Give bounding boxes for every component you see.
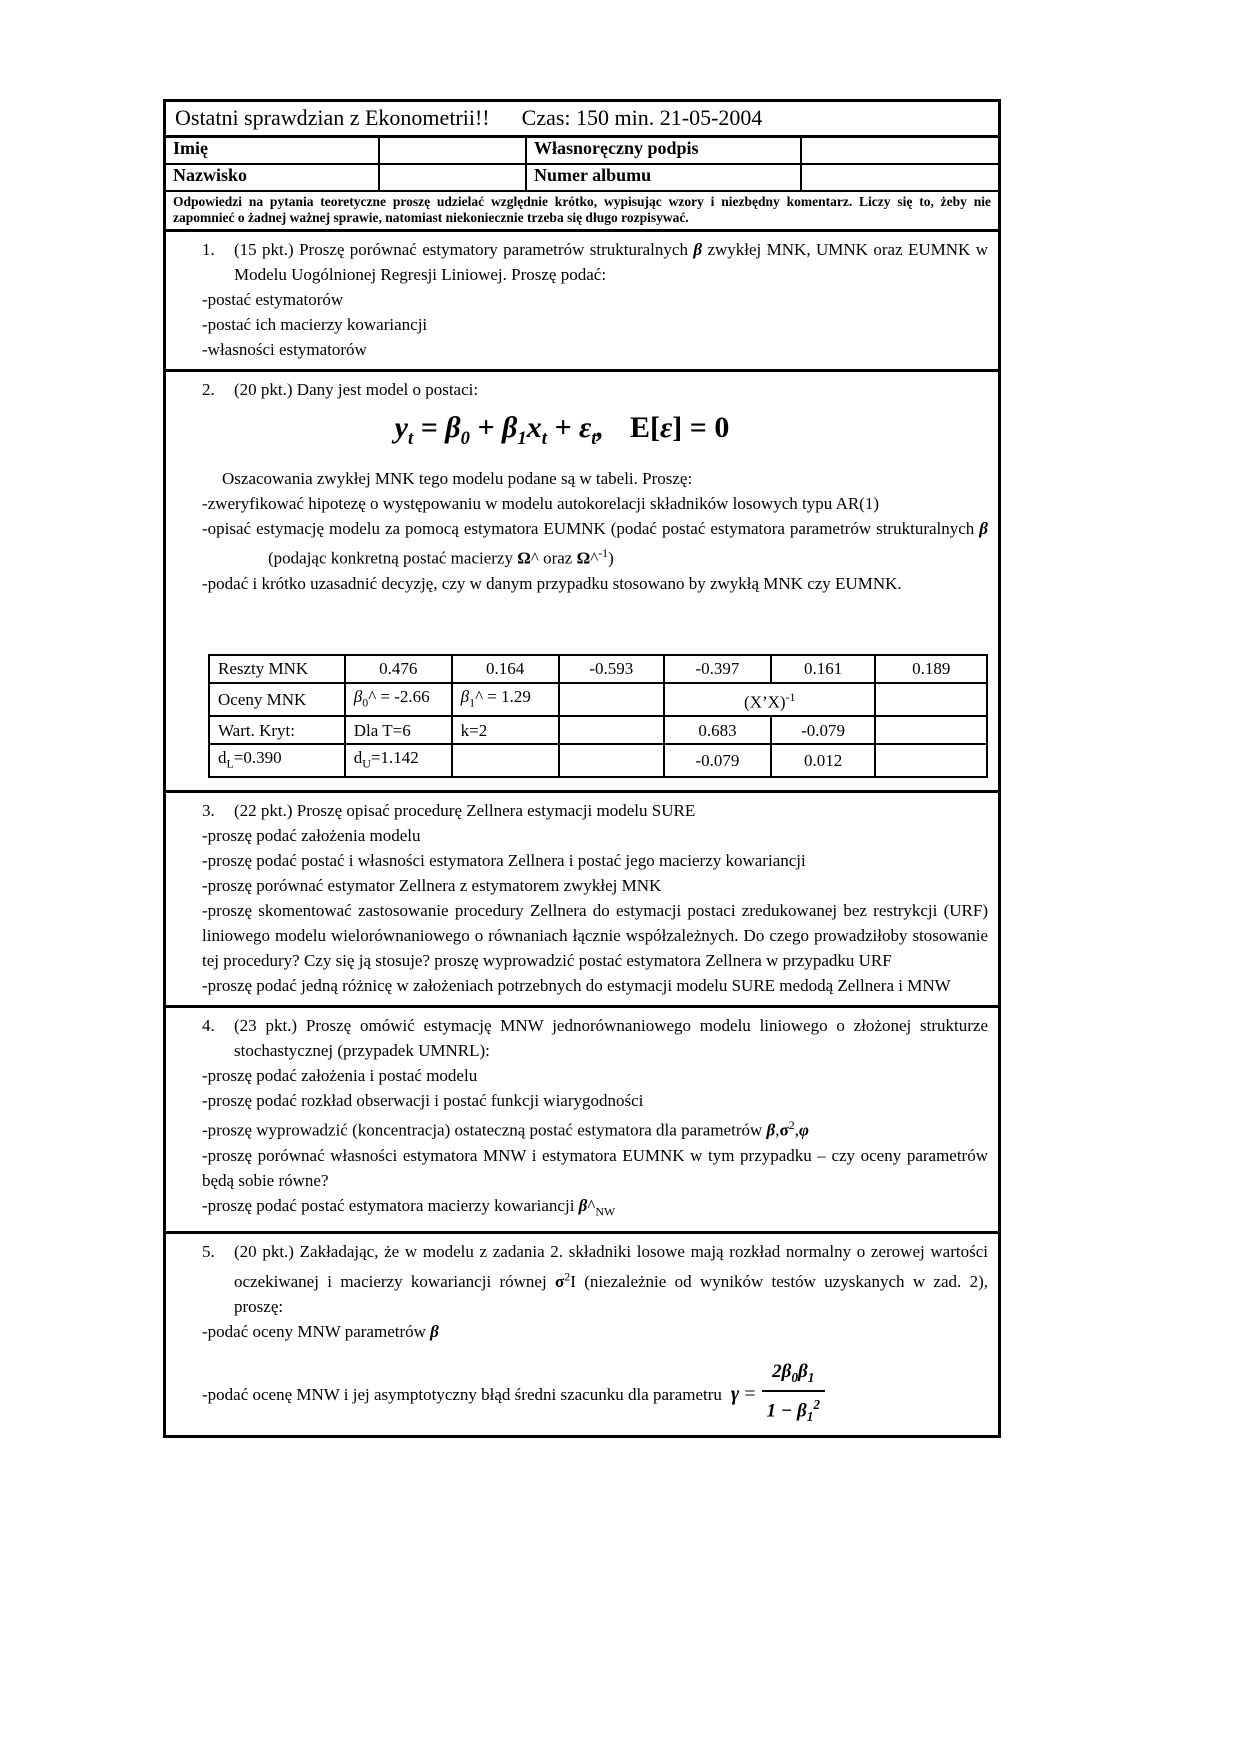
question-5-bullet: -podać oceny MNW parametrów β [202, 1322, 439, 1342]
question-3-bullet: -proszę podać postać i własności estymatora Zellnera i postać jego macierzy kowariancji [202, 851, 806, 871]
question-1-bullet: -własności estymatorów [202, 340, 367, 359]
question-1-head [176, 237, 988, 287]
table-cell-empty [559, 683, 665, 716]
fraction-numerator: $2\beta_0\beta_1$ [762, 1360, 826, 1392]
gamma-line [176, 1360, 988, 1428]
question-2 [166, 372, 998, 793]
question-4-text: (23 pkt.) Proszę omówić estymację MNW jednorównaniowego modelu liniowego o złożonej strukturze stochastycznej (przypadek UMNRL): [234, 1016, 988, 1061]
question-2-paragraph: Oszacowania zwykłej MNK tego modelu podane są w tabeli. Proszę: [222, 469, 693, 488]
header-row-surname [166, 165, 998, 192]
exam-title [166, 102, 998, 138]
question-3-bullet: -proszę porównać estymator Zellnera z estymatorem zwykłej MNK [202, 876, 662, 896]
question-4-bullet: -proszę porównać własności estymatora MNW i estymatora EUMNK w tym przypadku – czy oceny parametrów będą sobie równe? [202, 1146, 988, 1191]
table-cell: Dla T=6 [345, 716, 452, 744]
table-cell: 0.161 [771, 655, 876, 683]
question-4-bullet: -proszę podać postać estymatora macierzy kowariancji $\beta\^{}_{NW}$ [202, 1196, 616, 1219]
model-equation: $y_t = \beta_0 + \beta_1x_t + \varepsilon_t$, [394, 411, 604, 449]
table-cell: (X’X)$^{-1}$ [664, 683, 875, 716]
table-cell: $\beta_0\^{} = -2.66$ [345, 683, 452, 716]
question-3-bullet: -proszę podać założenia modelu [202, 826, 421, 846]
question-4-head [176, 1013, 988, 1063]
question-1-text: (15 pkt.) Proszę porównać estymatory parametrów strukturalnych β zwykłej MNK, UMNK oraz EUMNK w Modelu Uogólnionej Regresji Liniowej. Proszę podać: [234, 240, 988, 284]
question-2-head [176, 377, 988, 402]
question-1-bullet: -postać ich macierzy kowariancji [202, 315, 428, 334]
table-row-oceny [209, 683, 987, 716]
question-1 [166, 232, 998, 372]
fraction-denominator: $1 - \beta_1^2$ [766, 1396, 821, 1425]
table-cell: $d_U=1.142$ [345, 744, 452, 777]
field-value-album [800, 165, 998, 190]
field-value-nazwisko [378, 165, 525, 190]
question-3-head [176, 798, 988, 823]
table-cell-empty [559, 744, 665, 777]
model-formula [176, 411, 948, 456]
table-row-wart-kryt [209, 716, 987, 744]
question-3 [166, 793, 998, 1008]
question-4-bullet: -proszę wyprowadzić (koncentracja) ostateczną postać estymatora dla parametrów $\beta,\sigma^2,\varphi$ [202, 1118, 809, 1141]
table-cell-empty [559, 716, 665, 744]
gamma-fraction [762, 1360, 826, 1428]
instructions-text: Odpowiedzi na pytania teoretyczne proszę udzielać względnie krótko, wypisując wzory i niezbędny komentarz. Liczy się to, żeby nie zapomnieć o żadnej ważnej sprawie, natomiast niekoniecznie trzeba się długo rozpisywać. [166, 192, 998, 232]
table-cell: 0.476 [345, 655, 452, 683]
question-2-bullet: -zweryfikować hipotezę o występowaniu w modelu autokorelacji składników losowych typu AR(1) [202, 494, 880, 513]
table-cell: $d_L=0.390$ [209, 744, 345, 777]
table-cell-empty [875, 744, 987, 777]
table-cell: Reszty MNK [209, 655, 345, 683]
table-cell: Oceny MNK [209, 683, 345, 716]
table-cell: -0.593 [559, 655, 665, 683]
question-2-number: 2. [202, 380, 215, 399]
table-row-durbin [209, 744, 987, 777]
expectation-condition: E[ε] = 0 [629, 411, 730, 444]
field-label-podpis: Własnoręczny podpis [525, 138, 800, 163]
gamma-text: -podać ocenę MNW i jej asymptotyczny błąd średni szacunku dla parametru [202, 1384, 722, 1404]
question-5 [166, 1234, 998, 1435]
table-cell: -0.079 [664, 744, 771, 777]
exam-sheet [163, 99, 1001, 1438]
question-3-number: 3. [202, 801, 215, 821]
table-row-reszty [209, 655, 987, 683]
field-value-podpis [800, 138, 998, 163]
question-5-number: 5. [202, 1242, 215, 1262]
table-cell: -0.397 [664, 655, 771, 683]
table-cell: -0.079 [771, 716, 876, 744]
field-label-imie: Imię [173, 138, 208, 158]
question-3-bullet: -proszę podać jedną różnicę w założeniach potrzebnych do estymacji modelu SURE medodą Zellnera i MNW [202, 976, 951, 996]
table-cell: $\beta_1\^{} = 1.29$ [452, 683, 559, 716]
question-2-bullet: -opisać estymację modelu za pomocą estymatora EUMNK (podać postać estymatora parametrów strukturalnych β (podając konkretną postać macierzy Ω^ oraz Ω^$^{-1}$) [202, 519, 988, 568]
question-2-text: (20 pkt.) Dany jest model o postaci: [234, 380, 479, 399]
table-cell: 0.683 [664, 716, 771, 744]
table-cell-empty [875, 683, 987, 716]
field-value-imie [378, 138, 525, 163]
results-table [208, 654, 988, 779]
table-cell: k=2 [452, 716, 559, 744]
question-3-bullet: -proszę skomentować zastosowanie procedury Zellnera do estymacji postaci zredukowanej bez restrykcji (URF) liniowego modelu wielorównaniowego o równaniach łącznie współzależnych. Do czego prowadziłoby stosowanie tej procedury? Czy się ją stosuje? proszę wyprowadzić postać estymatora Zellnera w przypadku URF [202, 901, 988, 971]
table-cell: 0.164 [452, 655, 559, 683]
gamma-symbol: γ = [730, 1382, 756, 1405]
table-cell: 0.189 [875, 655, 987, 683]
question-4-bullet: -proszę podać rozkład obserwacji i postać funkcji wiarygodności [202, 1091, 644, 1111]
question-1-number: 1. [202, 240, 215, 259]
question-1-bullet: -postać estymatorów [202, 290, 344, 309]
question-4-number: 4. [202, 1016, 215, 1036]
question-5-head [176, 1239, 988, 1319]
exam-time-date: Czas: 150 min. 21-05-2004 [521, 105, 763, 130]
field-label-nazwisko: Nazwisko [173, 165, 248, 185]
table-cell-empty [875, 716, 987, 744]
header-row-name [166, 138, 998, 165]
question-3-text: (22 pkt.) Proszę opisać procedurę Zellnera estymacji modelu SURE [234, 801, 696, 821]
field-label-album: Numer albumu [525, 165, 800, 190]
question-4-bullet: -proszę podać założenia i postać modelu [202, 1066, 478, 1086]
question-5-text: (20 pkt.) Zakładając, że w modelu z zadania 2. składniki losowe mają rozkład normalny o zerowej wartości oczekiwanej i macierzy kowariancji równej $\sigma^2I$ (niezależnie od wyników testów uzyskanych w zad. 2), proszę: [234, 1242, 988, 1317]
question-4 [166, 1008, 998, 1234]
question-2-bullet: -podać i krótko uzasadnić decyzję, czy w danym przypadku stosowano by zwykłą MNK czy EUMNK. [202, 573, 902, 593]
table-cell: 0.012 [771, 744, 876, 777]
table-cell: Wart. Kryt: [209, 716, 345, 744]
table-cell-empty [452, 744, 559, 777]
exam-title-text: Ostatni sprawdzian z Ekonometrii!! [175, 105, 490, 130]
